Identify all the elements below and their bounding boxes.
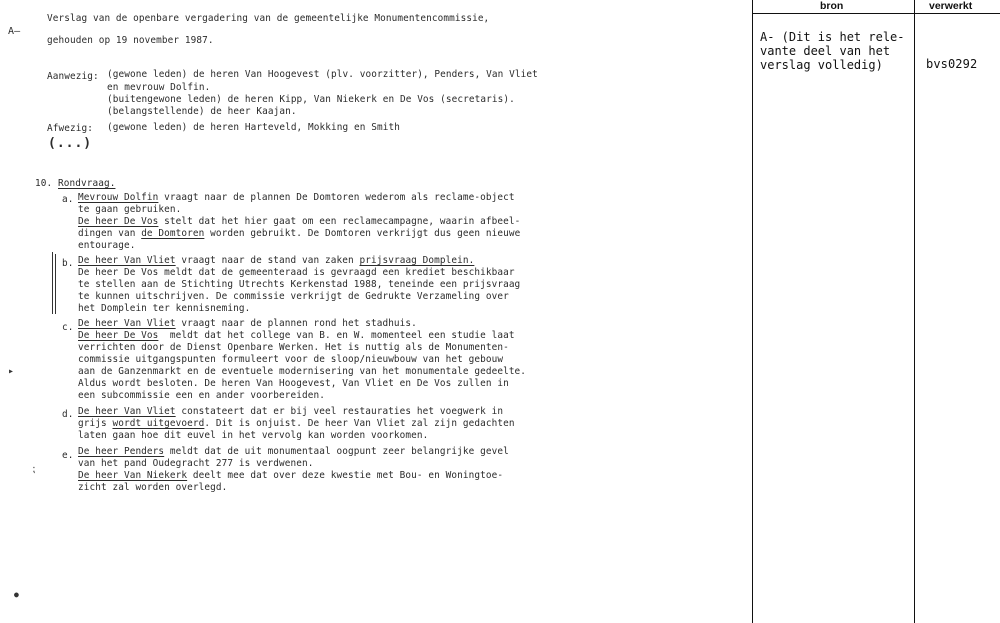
bron-line-3: verslag volledig) [760,58,883,72]
item-b-letter: b. [62,258,74,269]
item-e-line-3 [78,470,503,482]
table-column-divider [914,0,915,623]
item-b-line-2: De heer De Vos meldt dat de gemeenteraad is gevraagd een krediet beschikbaar [78,267,515,278]
intro-line-2: gehouden op 19 november 1987. [47,35,214,46]
item-e-line-1 [78,446,509,458]
absent-label: Afwezig: [47,123,93,134]
item-b-line-4: te kunnen uitschrijven. De commissie verkrijgt de Gedrukte Verzameling over [78,291,509,302]
present-line-4: (belangstellende) de heer Kaajan. [107,106,297,117]
item-a-line-1 [78,192,515,204]
bron-line-2: vante deel van het [760,44,891,58]
item-a-line-3 [78,216,520,228]
item-a-line-2: te gaan gebruiken. [78,204,182,215]
present-line-1: (gewone leden) de heren Van Hoogevest (plv. voorzitter), Penders, Van Vliet [107,69,538,80]
item-b-line-3: te stellen aan de Stichting Utrechts Kerkenstad 1988, teneinde een prijsvraag [78,279,521,290]
item-a-line-4 [78,228,520,240]
item-d-line-2 [78,418,515,430]
item-d-line-2-underlined: wordt uitgevoerd [112,418,205,429]
item-e-line-3-text: deelt mee dat over deze kwestie met Bou- en Woningtoe- [187,470,504,481]
item-b-line-5: het Domplein ter kennisneming. [78,303,251,314]
item-d-line-1 [78,406,503,418]
item-c-speaker: De heer Van Vliet [78,318,176,329]
margin-bracket [52,252,53,314]
item-c-letter: c. [62,322,74,333]
margin-speck: ▸ [8,366,15,377]
item-a-line-1-text: vraagt naar de plannen De Domtoren wederom als reclame-object [158,192,515,203]
verwerkt-header: verwerkt [929,0,973,12]
section-title: Rondvraag. [58,178,116,189]
item-c-line-5: aan de Ganzenmarkt en de eventuele modernisering van het monumentale gedeelte. [78,366,527,377]
table-left-border [752,0,753,623]
item-e-line-2: van het pand Oudegracht 277 is verdwenen. [78,458,314,469]
item-c-line-1 [78,318,417,330]
item-e-respondent: De heer Van Niekerk [78,470,188,481]
item-c-line-4: commissie uitgangspunten formuleert voor de sloop/nieuwbouw van het gebouw [78,354,504,365]
margin-label: A– [8,26,21,37]
bron-line-1: A- (Dit is het rele- [760,30,905,44]
table-header-rule [752,13,1000,14]
item-c-line-2 [78,330,515,342]
absent-line: (gewone leden) de heren Harteveld, Mokking en Smith [107,122,400,133]
item-d-line-1-text: constateert dat er bij veel restauraties het voegwerk in [175,406,504,417]
item-c-line-3: verrichten door de Dienst Openbare Werken. Het is nuttig als de Monumenten- [78,342,509,353]
margin-bracket-inner [55,254,56,314]
item-e-letter: e. [62,450,74,461]
item-d-speaker: De heer Van Vliet [78,406,176,417]
present-label: Aanwezig: [47,71,99,82]
item-e-speaker: De heer Penders [78,446,165,457]
margin-dot: ● [14,590,19,599]
bron-header: bron [820,0,844,12]
item-e-line-1-text: meldt dat de uit monumentaal oogpunt zeer belangrijke gevel [164,446,509,457]
item-d-line-3: laten gaan hoe dit euvel in het vervolg kan worden voorkomen. [78,430,429,441]
item-a-line-5: entourage. [78,240,136,251]
item-a-speaker: Mevrouw Dolfin [78,192,159,203]
present-line-3: (buitengewone leden) de heren Kipp, Van Niekerk en De Vos (secretaris). [107,94,515,105]
item-c-line-6: Aldus wordt besloten. De heren Van Hoogevest, Van Vliet en De Vos zullen in [78,378,509,389]
item-a-line-3-text: stelt dat het hier gaat om een reclamecampagne, waarin afbeel- [158,216,521,227]
item-c-line-1-text: vraagt naar de plannen rond het stadhuis. [175,318,417,329]
item-b-line-1 [78,255,474,267]
item-a-respondent: De heer De Vos [78,216,159,227]
item-d-line-2-pre: grijs [78,418,113,429]
item-c-line-2-text: meldt dat het college van B. en W. momenteel een studie laat [158,330,515,341]
verwerkt-value: bvs0292 [926,57,978,71]
present-line-2: en mevrouw Dolfin. [107,82,211,93]
item-c-line-7: een subcommissie een en ander voorbereiden. [78,390,326,401]
item-c-respondent: De heer De Vos [78,330,159,341]
item-d-letter: d. [62,409,74,420]
item-b-line-1-text: vraagt naar de stand van zaken [175,255,360,266]
ellipsis: (...) [48,136,93,151]
section-number: 10. [35,178,53,189]
item-b-topic: prijsvraag Domplein. [359,255,475,266]
item-d-line-2-text: . Dit is onjuist. De heer Van Vliet zal zijn gedachten [204,418,515,429]
item-a-line-4-text: worden gebruikt. De Domtoren verkrijgt dus geen nieuwe [204,228,521,239]
item-a-line-4-subject: de Domtoren [141,228,205,239]
intro-line-1: Verslag van de openbare vergadering van de gemeentelijke Monumentencommissie, [47,13,490,24]
item-a-letter: a. [62,194,74,205]
item-a-line-4-pre: dingen van [78,228,142,239]
item-b-speaker: De heer Van Vliet [78,255,176,266]
margin-speck-2: ⁏ [32,464,36,475]
item-e-line-4: zicht zal worden overlegd. [78,482,228,493]
